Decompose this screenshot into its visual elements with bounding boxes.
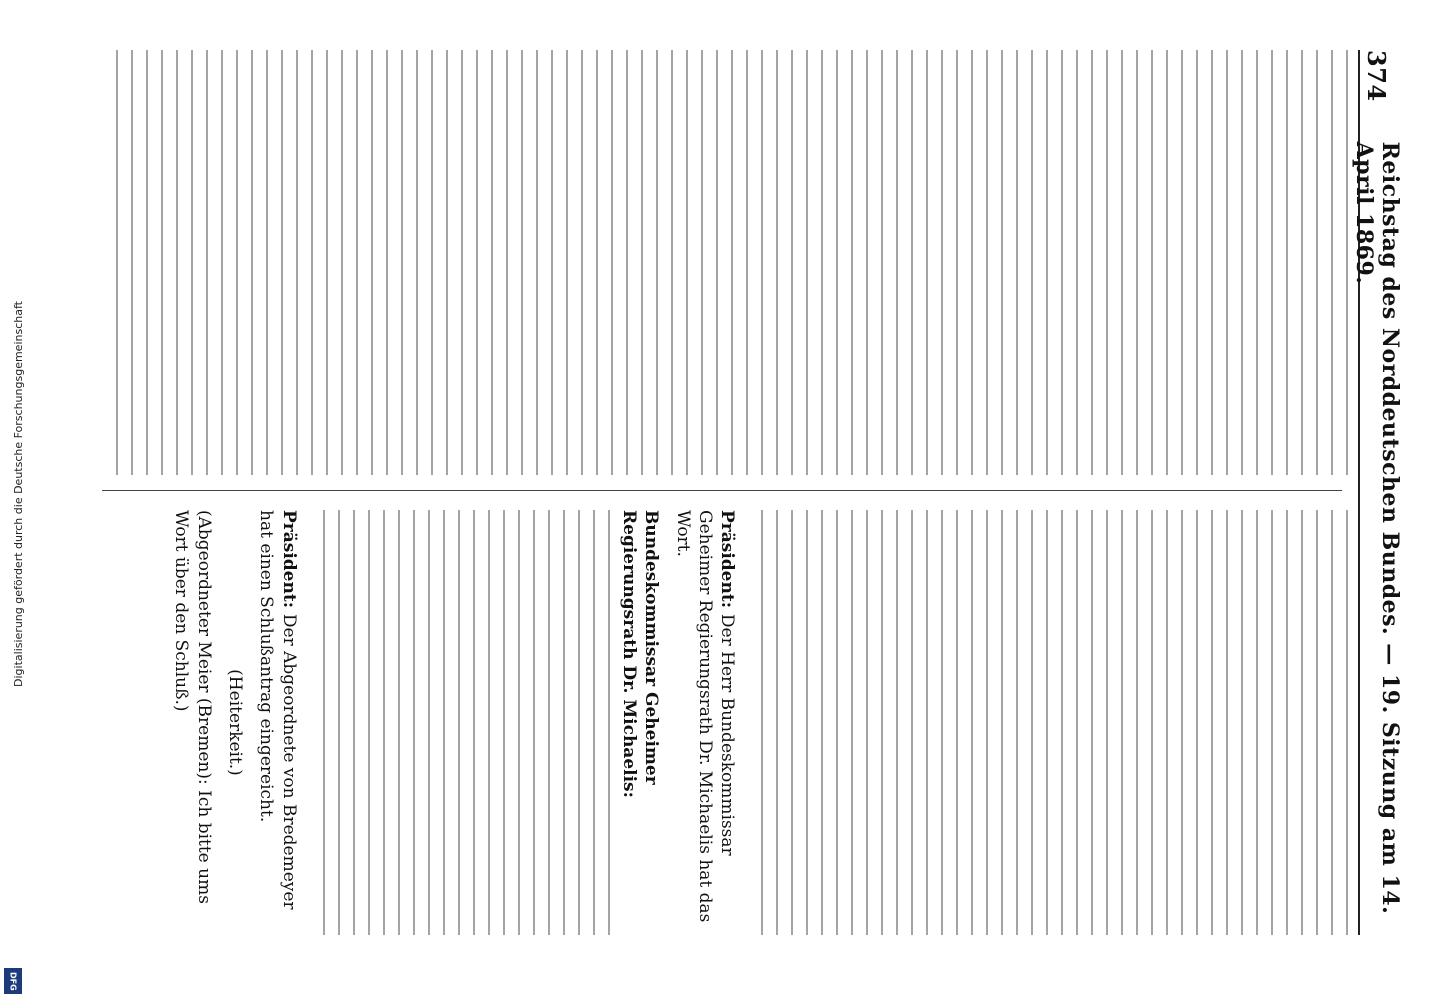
dfg-logo: DFG [4, 968, 22, 994]
text-block [103, 50, 1348, 475]
scanned-page [78, 40, 1403, 945]
speaker-line [255, 510, 299, 935]
speaker-line [618, 510, 662, 935]
column-divider [102, 490, 1342, 491]
page-number: 374 [1362, 50, 1392, 102]
speaker-line [672, 510, 738, 935]
page-title: Reichstag des Norddeutschen Bundes. — 19. Sitzung am 14. April 1869. [1351, 141, 1403, 915]
speaker-text: Der Herr Bundeskommissar Geheimer Regierungsrath Dr. Michaelis hat das Wort. [672, 510, 737, 923]
speaker-label: Präsident: [278, 510, 299, 608]
page-header [1351, 50, 1403, 935]
laughter-note: (Heiterkeit.) [225, 669, 246, 776]
speaker-label: Präsident: [717, 510, 737, 608]
left-column [93, 50, 1348, 475]
text-block [310, 510, 610, 935]
speaker-label: Bundeskommissar Geheimer Regierungsrath Dr. Michaelis: [618, 510, 661, 798]
right-column [93, 510, 1348, 935]
funding-note: Digitalisierung gefördert durch die Deutsche Forschungsgemeinschaft [12, 301, 25, 687]
interjection: (Abgeordneter Meier (Bremen): Ich bitte ums Wort über den Schluß.) [171, 510, 215, 904]
funding-footer [0, 0, 28, 1000]
text-block [748, 510, 1348, 935]
speaker-text: Der Abgeordnete von Bredemeyer hat einen Schlußantrag eingereicht. [256, 510, 299, 910]
